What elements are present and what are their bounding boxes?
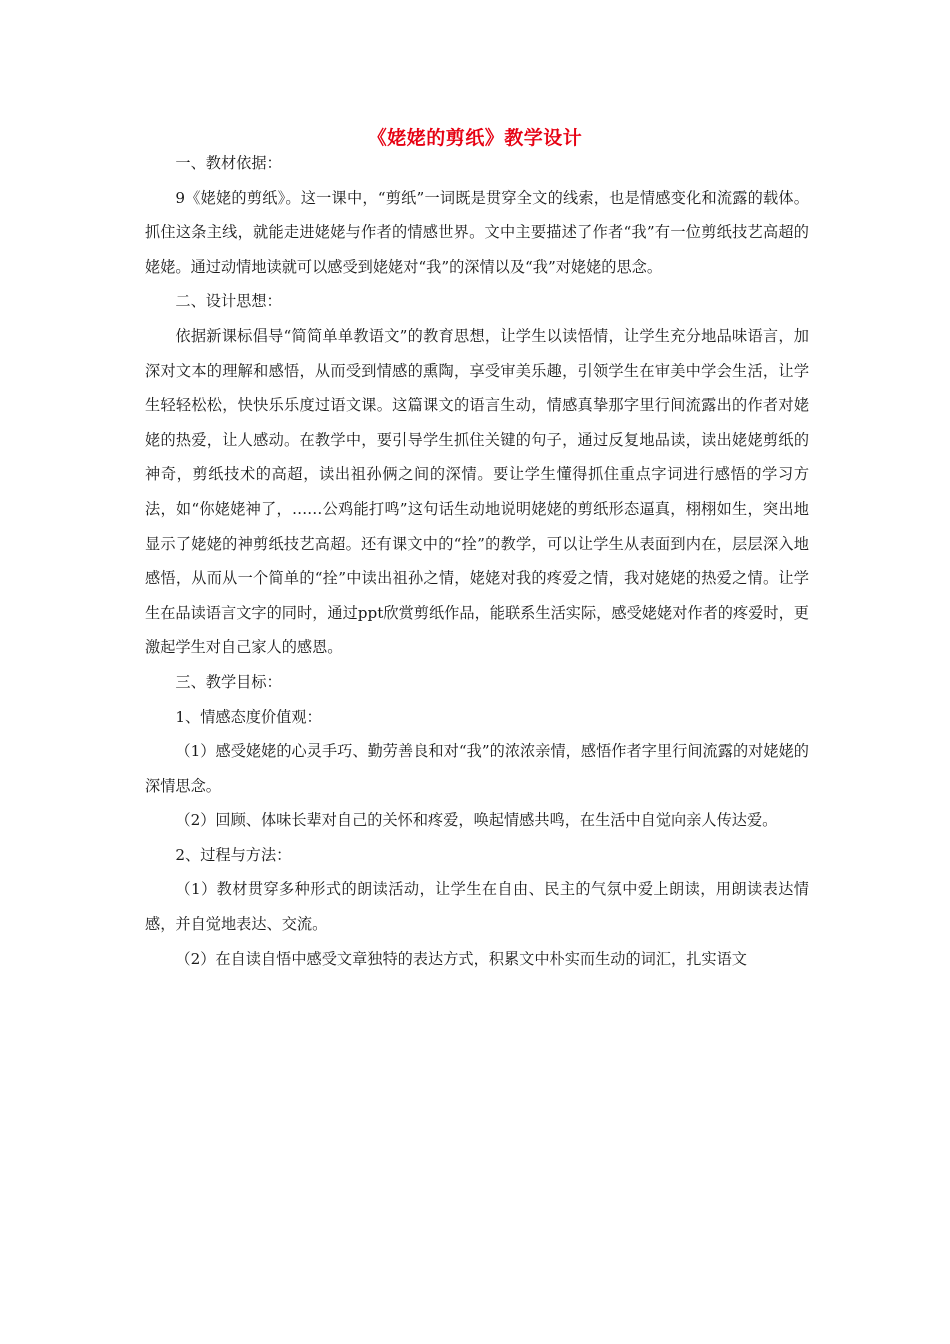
section-heading-basis: 一、教材依据：: [175, 154, 282, 172]
subheading-process-methods: 2、过程与方法：: [175, 845, 292, 864]
method-item-1: （1）教材贯穿多种形式的朗读活动，让学生在自由、民主的气氛中爱上朗读，用朗读表达情感，并自觉地表达、交流。: [145, 880, 809, 934]
section-heading-objectives: 三、教学目标：: [175, 672, 282, 691]
method-item-2: （2）在自读自悟中感受文章独特的表达方式，积累文中朴实而生动的词汇，扎实语文: [175, 949, 747, 968]
document-body: [145, 146, 809, 976]
objective-item-2: （2）回顾、体味长辈对自己的关怀和疼爱，唤起情感共鸣，在生活中自觉向亲人传达爱。: [175, 811, 778, 830]
paragraph-design-idea: 依据新课标倡导“简简单单教语文”的教育思想，让学生以读悟情，让学生充分地品味语言，加深对文本的理解和感悟，从而受到情感的熏陶，享受审美乐趣，引领学生在审美中学会生活，让学生轻轻松松，快快乐乐度过语文课。这篇课文的语言生动，情感真挚那字里行间流露出的作者对姥姥的热爱，让人感动。在教学中，要引导学生抓住关键的句子，通过反复地品读，读出姥姥剪纸的神奇，剪纸技术的高超，读出祖孙俩之间的深情。要让学生懂得抓住重点字词进行感悟的学习方法，如“你姥姥神了，……公鸡能打鸣”这句话生动地说明姥姥的剪纸形态逼真，栩栩如生，突出地显示了姥姥的神剪纸技艺高超。还有课文中的“拴”的教学，可以让学生从表面到内在，层层深入地感悟，从而从一个简单的“拴”中读出祖孙之情，姥姥对我的疼爱之情，我对姥姥的热爱之情。让学生在品读语言文字的同时，通过ppt欣赏剪纸作品，能联系生活实际，感受姥姥对作者的疼爱时，更激起学生对自己家人的感恩。: [145, 326, 809, 657]
objective-item-1: （1）感受姥姥的心灵手巧、勤劳善良和对“我”的浓浓亲情，感悟作者字里行间流露的对姥姥的深情思念。: [145, 742, 809, 795]
document-title: 《姥姥的剪纸》教学设计: [367, 127, 583, 149]
subheading-emotion-values: 1、情感态度价值观：: [175, 707, 322, 726]
paragraph-basis: 9《姥姥的剪纸》。这一课中，“剪纸”一词既是贯穿全文的线索，也是情感变化和流露的载体。抓住这条主线，就能走进姥姥与作者的情感世界。文中主要描述了作者“我”有一位剪纸技艺高超的姥姥。通过动情地读就可以感受到姥姥对“我”的深情以及“我”对姥姥的思念。: [145, 188, 809, 276]
section-heading-design-idea: 二、设计思想：: [175, 292, 282, 311]
